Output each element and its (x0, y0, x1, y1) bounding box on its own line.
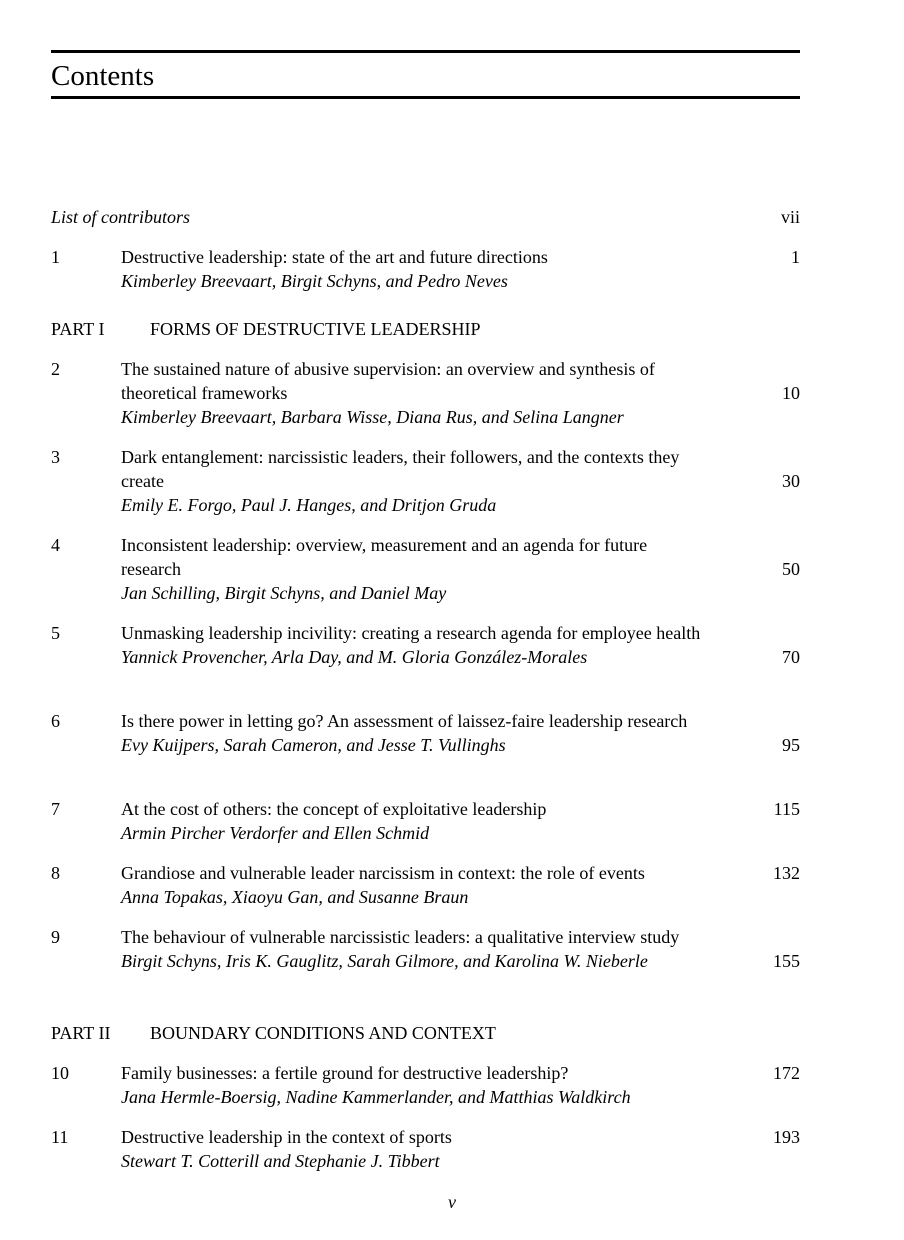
top-rule (51, 50, 800, 53)
chapter-number: 5 (51, 623, 60, 643)
chapter-title: At the cost of others: the concept of exploitative leadership (121, 799, 547, 819)
chapter-authors: Jan Schilling, Birgit Schyns, and Daniel May (121, 583, 447, 603)
chapter-number: 3 (51, 447, 60, 467)
chapter-title: Destructive leadership in the context of sports (121, 1127, 452, 1147)
chapter-number: 9 (51, 927, 60, 947)
chapter-page: 1 (791, 247, 800, 267)
chapter-title: The sustained nature of abusive supervision: an overview and synthesis of theoretical frameworks (121, 359, 655, 403)
chapter-page: 95 (782, 735, 800, 755)
chapter-title: Dark entanglement: narcissistic leaders, their followers, and the contexts they create (121, 447, 680, 491)
chapter-page: 155 (773, 951, 800, 971)
part-title: BOUNDARY CONDITIONS AND CONTEXT (150, 1023, 496, 1043)
chapter-title: Grandiose and vulnerable leader narcissism in context: the role of events (121, 863, 645, 883)
chapter-page: 193 (773, 1127, 800, 1147)
chapter-title: Destructive leadership: state of the art and future directions (121, 247, 548, 267)
chapter-number: 6 (51, 711, 60, 731)
chapter-number: 8 (51, 863, 60, 883)
chapter-authors: Stewart T. Cotterill and Stephanie J. Tibbert (121, 1151, 440, 1171)
chapter-page: 50 (782, 559, 800, 579)
part-label: PART II (51, 1023, 111, 1043)
chapter-number: 2 (51, 359, 60, 379)
contributors-page: vii (780, 207, 800, 227)
chapter-authors: Kimberley Breevaart, Barbara Wisse, Diana Rus, and Selina Langner (121, 407, 624, 427)
chapter-page: 132 (773, 863, 800, 883)
chapter-number: 10 (51, 1063, 69, 1083)
part-title: FORMS OF DESTRUCTIVE LEADERSHIP (150, 319, 481, 339)
chapter-authors: Armin Pircher Verdorfer and Ellen Schmid (121, 823, 430, 843)
toc-entry-contributors[interactable] (51, 205, 800, 229)
chapter-authors: Yannick Provencher, Arla Day, and M. Gloria González-Morales (121, 647, 588, 667)
chapter-title: Is there power in letting go? An assessment of laissez-faire leadership research (121, 711, 688, 731)
page-number: v (448, 1192, 456, 1212)
chapter-page: 115 (773, 799, 800, 819)
chapter-number: 1 (51, 247, 60, 267)
chapter-authors: Emily E. Forgo, Paul J. Hanges, and Dritjon Gruda (121, 495, 497, 515)
chapter-authors: Anna Topakas, Xiaoyu Gan, and Susanne Braun (121, 887, 469, 907)
contributors-label: List of contributors (51, 207, 191, 227)
chapter-number: 7 (51, 799, 60, 819)
chapter-page: 10 (782, 383, 800, 403)
chapter-page: 172 (773, 1063, 800, 1083)
chapter-authors: Jana Hermle-Boersig, Nadine Kammerlander, and Matthias Waldkirch (121, 1087, 631, 1107)
chapter-authors: Kimberley Breevaart, Birgit Schyns, and Pedro Neves (121, 271, 508, 291)
chapter-title: Family businesses: a fertile ground for destructive leadership? (121, 1063, 569, 1083)
chapter-title: Inconsistent leadership: overview, measurement and an agenda for future research (121, 535, 648, 579)
page-title: Contents (51, 60, 155, 92)
title-rule (51, 96, 800, 99)
part-label: PART I (51, 319, 105, 339)
chapter-title: Unmasking leadership incivility: creating a research agenda for employee health (121, 623, 701, 643)
chapter-number: 4 (51, 535, 60, 555)
chapter-title: The behaviour of vulnerable narcissistic leaders: a qualitative interview study (121, 927, 680, 947)
chapter-number: 11 (51, 1127, 69, 1147)
chapter-authors: Evy Kuijpers, Sarah Cameron, and Jesse T. Vullinghs (121, 735, 506, 755)
chapter-page: 30 (782, 471, 800, 491)
chapter-page: 70 (782, 647, 800, 667)
chapter-authors: Birgit Schyns, Iris K. Gauglitz, Sarah Gilmore, and Karolina W. Nieberle (121, 951, 648, 971)
